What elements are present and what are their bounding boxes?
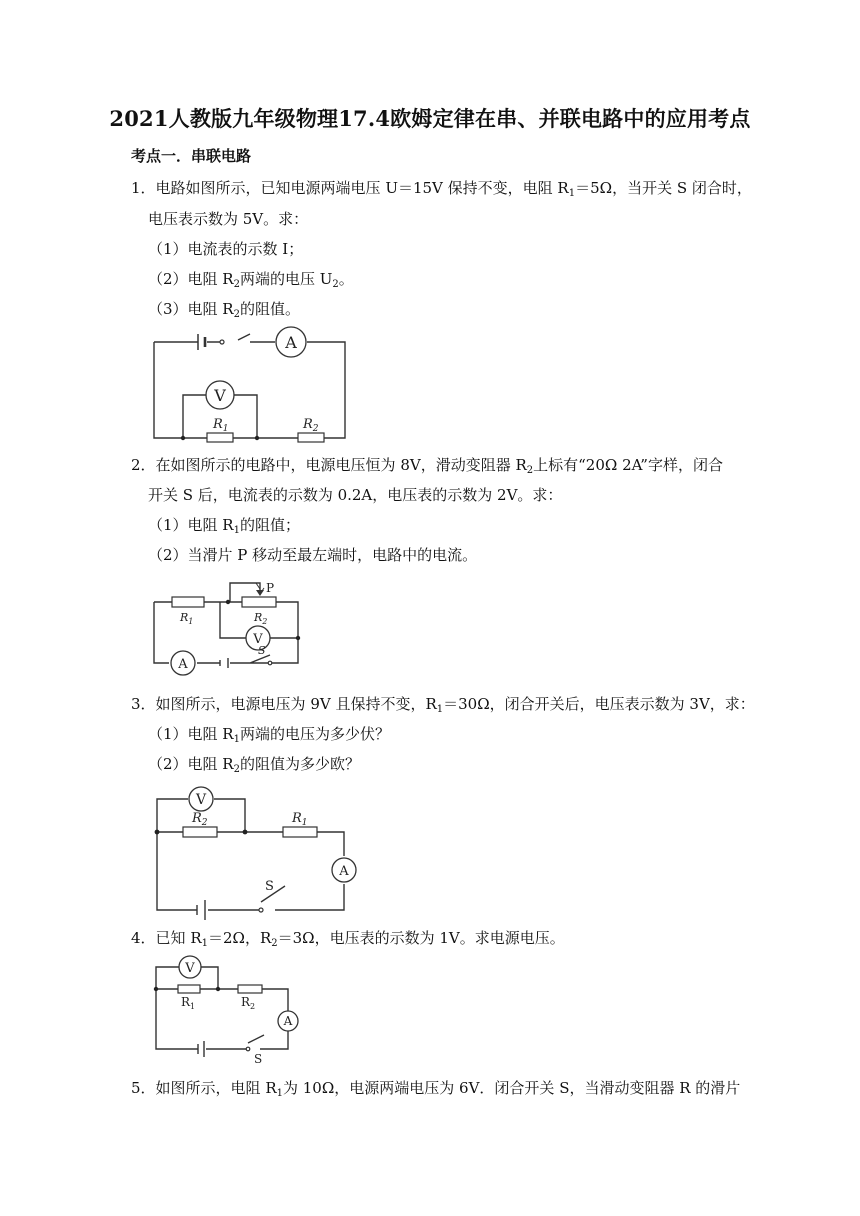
question-2-line-1: 2．在如图所示的电路中，电源电压恒为 8V，滑动变阻器 $R_2$上标有“20Ω 2A”字样，闭合 (131, 456, 723, 476)
ammeter-label: A (339, 864, 349, 879)
question-4-circuit-diagram (152, 953, 302, 1066)
question-1-sub-1: （1）电流表的示数 I； (148, 240, 304, 258)
ammeter-label: A (283, 1014, 293, 1028)
question-1-line-1: 1．电路如图所示，已知电源两端电压 U＝15V 保持不变，电阻 $R_1=5\Omega$，当开关 S 闭合时， (131, 179, 752, 199)
resistor-r2-icon (183, 827, 217, 837)
voltmeter-label: V (253, 632, 263, 647)
question-3-sub-1: （1）电阻 $R_1$两端的电压为多少伏？ (148, 725, 390, 745)
resistor-r1-icon (178, 985, 200, 993)
voltmeter-label: V (185, 961, 195, 976)
question-2-line-2: 开关 S 后，电流表的示数为 0.2A，电压表的示数为 2V。求： (148, 486, 563, 504)
question-3-circuit-diagram (153, 786, 358, 914)
question-1-sub-2: （2）电阻 $R_2$两端的电压 $U_2$。 (148, 270, 354, 290)
r1-label: $R_1$ (181, 995, 196, 1011)
resistor-r1-icon (207, 433, 233, 442)
voltmeter-label: V (214, 386, 226, 405)
r1-label: $R_1$ (180, 611, 194, 626)
ammeter-label: A (178, 657, 188, 672)
r1-label: $R_1$ (213, 417, 229, 434)
page-title: 2021人教版九年级物理17.4欧姆定律在串、并联电路中的应用考点 (109, 106, 751, 131)
question-1-sub-3: （3）电阻 $R_2$的阻值。 (148, 300, 300, 320)
resistor-r2-icon (298, 433, 324, 442)
ammeter-label: A (285, 333, 297, 352)
question-2-sub-2: （2）当滑片 P 移动至最左端时，电路中的电流。 (148, 546, 478, 564)
question-4-line-1: 4．已知 $R_1=2\Omega$，$R_2=3\Omega$，电压表的示数为 1V。求电源电压。 (131, 929, 565, 949)
resistor-r1-icon (283, 827, 317, 837)
r2-label: $R_2$ (192, 811, 208, 828)
question-2-circuit-diagram (150, 578, 305, 678)
question-2-sub-1: （1）电阻 $R_1$的阻值； (148, 516, 300, 536)
resistor-r1-icon (172, 597, 204, 607)
question-3-sub-2: （2）电阻 $R_2$的阻值为多少欧？ (148, 755, 360, 775)
switch-label: S (265, 879, 274, 894)
r2-label: $R_2$ (254, 611, 268, 626)
r2-label: $R_2$ (241, 995, 256, 1011)
resistor-r2-icon (238, 985, 262, 993)
slider-p-label: P (266, 581, 275, 595)
switch-label: S (258, 644, 266, 657)
voltmeter-label: V (195, 792, 207, 808)
r1-label: $R_1$ (292, 811, 308, 828)
question-1-circuit-diagram (150, 323, 350, 443)
question-1-line-2: 电压表示数为 5V。求： (148, 210, 309, 228)
question-5-line-1: 5．如图所示，电阻 $R_1$为 10Ω，电源两端电压为 6V．闭合开关 S，当滑动变阻器 R 的滑片 (131, 1079, 741, 1099)
question-3-line-1: 3．如图所示，电源电压为 9V 且保持不变，$R_1=30\Omega$，闭合开关后，电压表示数为 3V，求： (131, 695, 755, 715)
rheostat-r2-icon (242, 597, 276, 607)
r2-label: $R_2$ (303, 417, 319, 434)
section-heading: 考点一．串联电路 (131, 147, 252, 165)
switch-label: S (254, 1052, 263, 1066)
